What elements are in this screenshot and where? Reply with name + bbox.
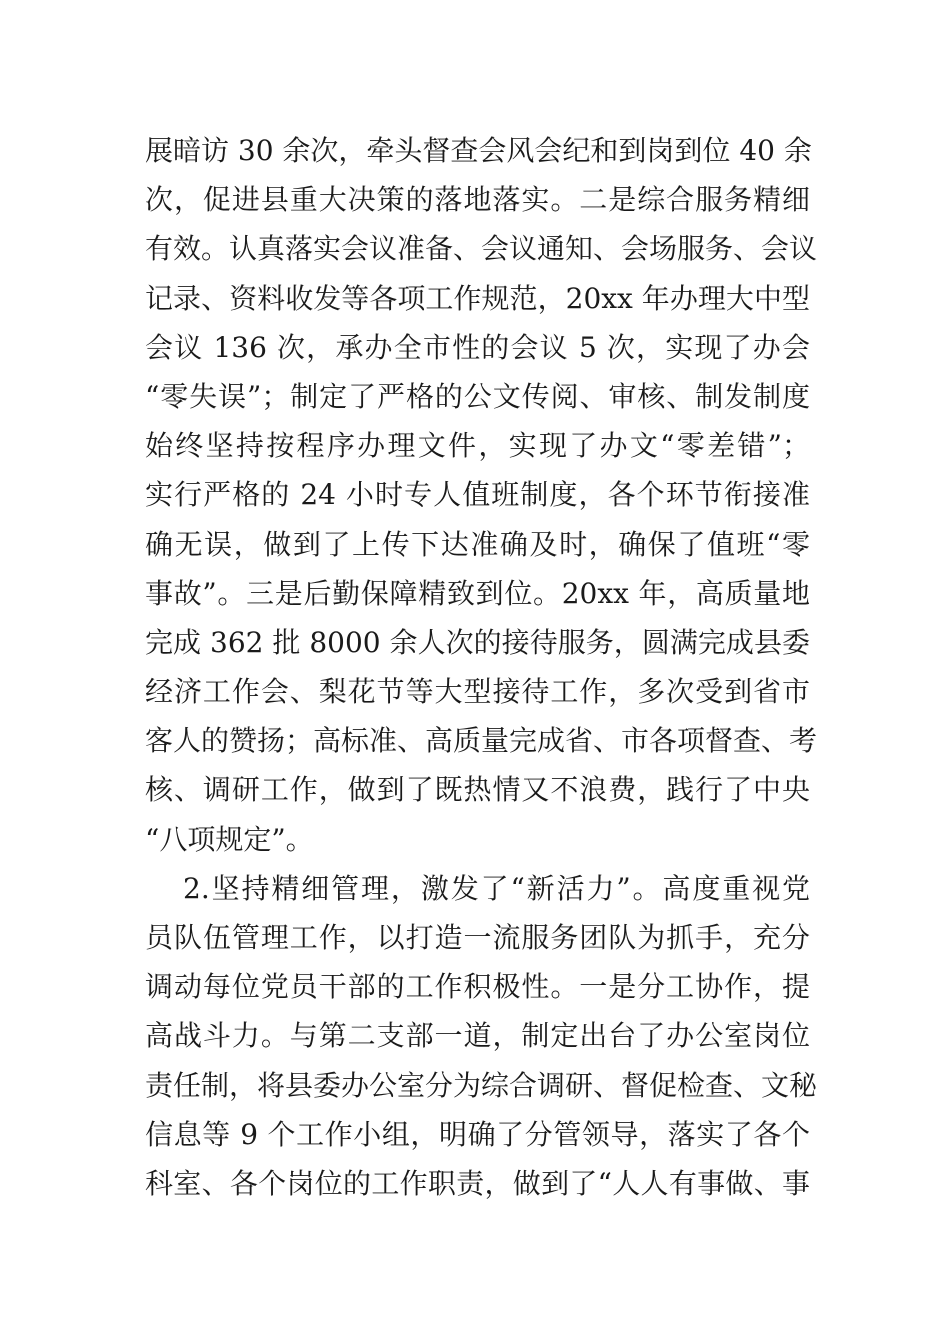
text-line-8: 实行严格的 24 小时专人值班制度，各个环节衔接准 xyxy=(145,478,810,512)
text-line-11: 完成 362 批 8000 余人次的接待服务，圆满完成县委 xyxy=(145,625,810,659)
text-line-21: 信息等 9 个工作小组，明确了分管领导，落实了各个 xyxy=(145,1117,810,1151)
text-line-10: 事故”。三是后勤保障精致到位。20xx 年，高质量地 xyxy=(145,576,810,610)
text-line-9: 确无误，做到了上传下达准确及时，确保了值班“零 xyxy=(145,527,810,561)
text-line-5: 会议 136 次，承办全市性的会议 5 次，实现了办会 xyxy=(145,330,810,364)
text-line-7: 始终坚持按程序办理文件，实现了办文“零差错”； xyxy=(145,429,810,463)
body-text xyxy=(145,126,818,1208)
text-line-1: 展暗访 30 余次，牵头督查会风会纪和到岗到位 40 余 xyxy=(145,134,812,167)
text-line-20: 责任制，将县委办公室分为综合调研、督促检查、文秘 xyxy=(145,1068,818,1102)
text-line-4: 记录、资料收发等各项工作规范，20xx 年办理大中型 xyxy=(145,281,810,315)
text-line-14: 核、调研工作，做到了既热情又不浪费，践行了中央 xyxy=(145,773,810,807)
text-line-6: “零失误”；制定了严格的公文传阅、审核、制发制度 xyxy=(145,379,810,413)
text-line-13: 客人的赞扬；高标准、高质量完成省、市各项督查、考 xyxy=(145,724,818,758)
text-line-17: 员队伍管理工作，以打造一流服务团队为抓手，充分 xyxy=(145,921,810,954)
text-line-18: 调动每位党员干部的工作积极性。一是分工协作，提 xyxy=(145,970,810,1004)
text-line-16: 2.坚持精细管理，激发了“新活力”。高度重视党 xyxy=(183,871,810,905)
text-line-3: 有效。认真落实会议准备、会议通知、会场服务、会议 xyxy=(145,232,818,266)
text-line-15: “八项规定”。 xyxy=(145,822,314,856)
text-line-2: 次，促进县重大决策的落地落实。二是综合服务精细 xyxy=(145,183,810,217)
text-line-22: 科室、各个岗位的工作职责，做到了“人人有事做、事 xyxy=(145,1166,810,1200)
text-line-19: 高战斗力。与第二支部一道，制定出台了办公室岗位 xyxy=(145,1019,810,1053)
text-line-12: 经济工作会、梨花节等大型接待工作，多次受到省市 xyxy=(145,675,810,709)
